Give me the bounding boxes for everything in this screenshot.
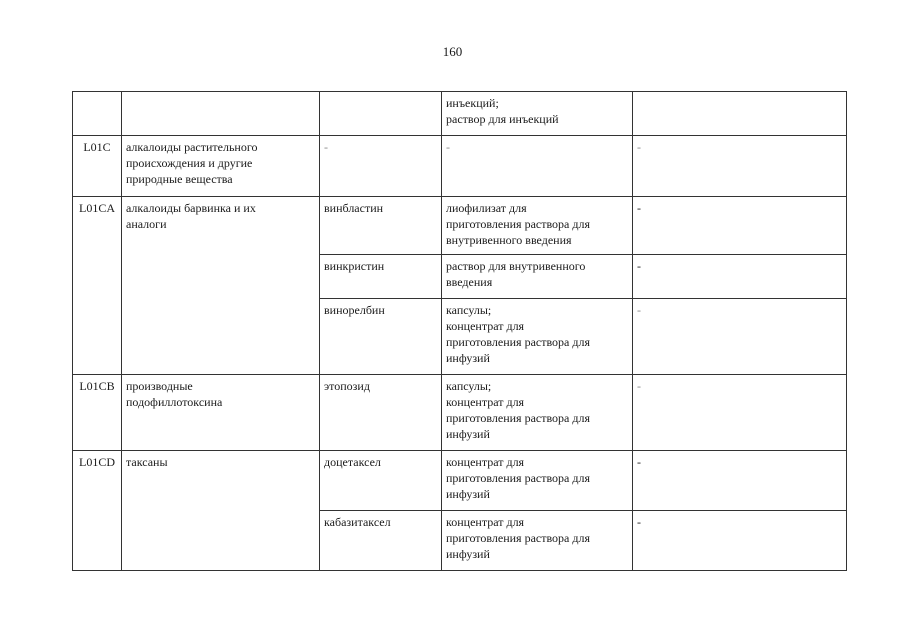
inn-cell: этопозид [320, 375, 442, 451]
table-row [73, 92, 847, 136]
atc-code-cell: L01CA [73, 197, 122, 375]
note-cell: - [633, 375, 847, 451]
note-cell: - [633, 197, 847, 255]
dosage-form-line: инфузий [446, 487, 490, 501]
atc-code-cell: L01CB [73, 375, 122, 451]
dosage-form-line: введения [446, 275, 493, 289]
group-line: алкалоиды растительного [126, 140, 258, 154]
dosage-form-line: раствор для инъекций [446, 112, 559, 126]
note-cell: - [633, 511, 847, 571]
table-row [73, 136, 847, 197]
dosage-form-cell [442, 299, 633, 375]
dosage-form-cell [442, 511, 633, 571]
dosage-form-line: приготовления раствора для [446, 531, 590, 545]
dosage-form-line: лиофилизат для [446, 201, 527, 215]
drug-table [72, 91, 847, 571]
group-cell [122, 92, 320, 136]
dosage-form-line: приготовления раствора для [446, 471, 590, 485]
group-cell [122, 375, 320, 451]
group-line: алкалоиды барвинка и их [126, 201, 256, 215]
dosage-form-line: капсулы; [446, 303, 492, 317]
group-line: производные [126, 379, 193, 393]
inn-cell [320, 92, 442, 136]
dosage-form-line: приготовления раствора для [446, 335, 590, 349]
inn-cell: винорелбин [320, 299, 442, 375]
group-cell [122, 451, 320, 571]
note-cell: - [633, 136, 847, 197]
dosage-form-line: концентрат для [446, 515, 525, 529]
dosage-form-line: приготовления раствора для [446, 411, 590, 425]
group-line: аналоги [126, 217, 167, 231]
dosage-form-cell: - [442, 136, 633, 197]
note-cell: - [633, 255, 847, 299]
group-line: природные вещества [126, 172, 233, 186]
note-cell: - [633, 299, 847, 375]
dosage-form-cell [442, 451, 633, 511]
dosage-form-cell [442, 375, 633, 451]
dosage-form-cell [442, 197, 633, 255]
dosage-form-line: приготовления раствора для [446, 217, 590, 231]
dosage-form-line: инфузий [446, 427, 490, 441]
atc-code-cell: L01C [73, 136, 122, 197]
group-line: происхождения и другие [126, 156, 253, 170]
group-cell [122, 136, 320, 197]
dosage-form-line: инфузий [446, 351, 490, 365]
dosage-form-line: концентрат для [446, 395, 525, 409]
group-cell [122, 197, 320, 375]
dosage-form-line: концентрат для [446, 319, 525, 333]
inn-cell: - [320, 136, 442, 197]
inn-cell: винбластин [320, 197, 442, 255]
table-row [73, 375, 847, 451]
note-cell [633, 92, 847, 136]
dosage-form-cell [442, 255, 633, 299]
group-line: подофиллотоксина [126, 395, 223, 409]
dosage-form-line: инъекций; [446, 96, 499, 110]
table-row [73, 451, 847, 511]
dosage-form-line: внутривенного введения [446, 233, 572, 247]
dosage-form-line: концентрат для [446, 455, 525, 469]
atc-code-cell: L01CD [73, 451, 122, 571]
dosage-form-line: раствор для внутривенного [446, 259, 586, 273]
inn-cell: кабазитаксел [320, 511, 442, 571]
dosage-form-line: капсулы; [446, 379, 492, 393]
inn-cell: винкристин [320, 255, 442, 299]
dosage-form-cell [442, 92, 633, 136]
group-line: таксаны [126, 455, 168, 469]
dosage-form-line: инфузий [446, 547, 490, 561]
note-cell: - [633, 451, 847, 511]
atc-code-cell [73, 92, 122, 136]
inn-cell: доцетаксел [320, 451, 442, 511]
page-number: 160 [442, 44, 463, 59]
table-row [73, 197, 847, 255]
